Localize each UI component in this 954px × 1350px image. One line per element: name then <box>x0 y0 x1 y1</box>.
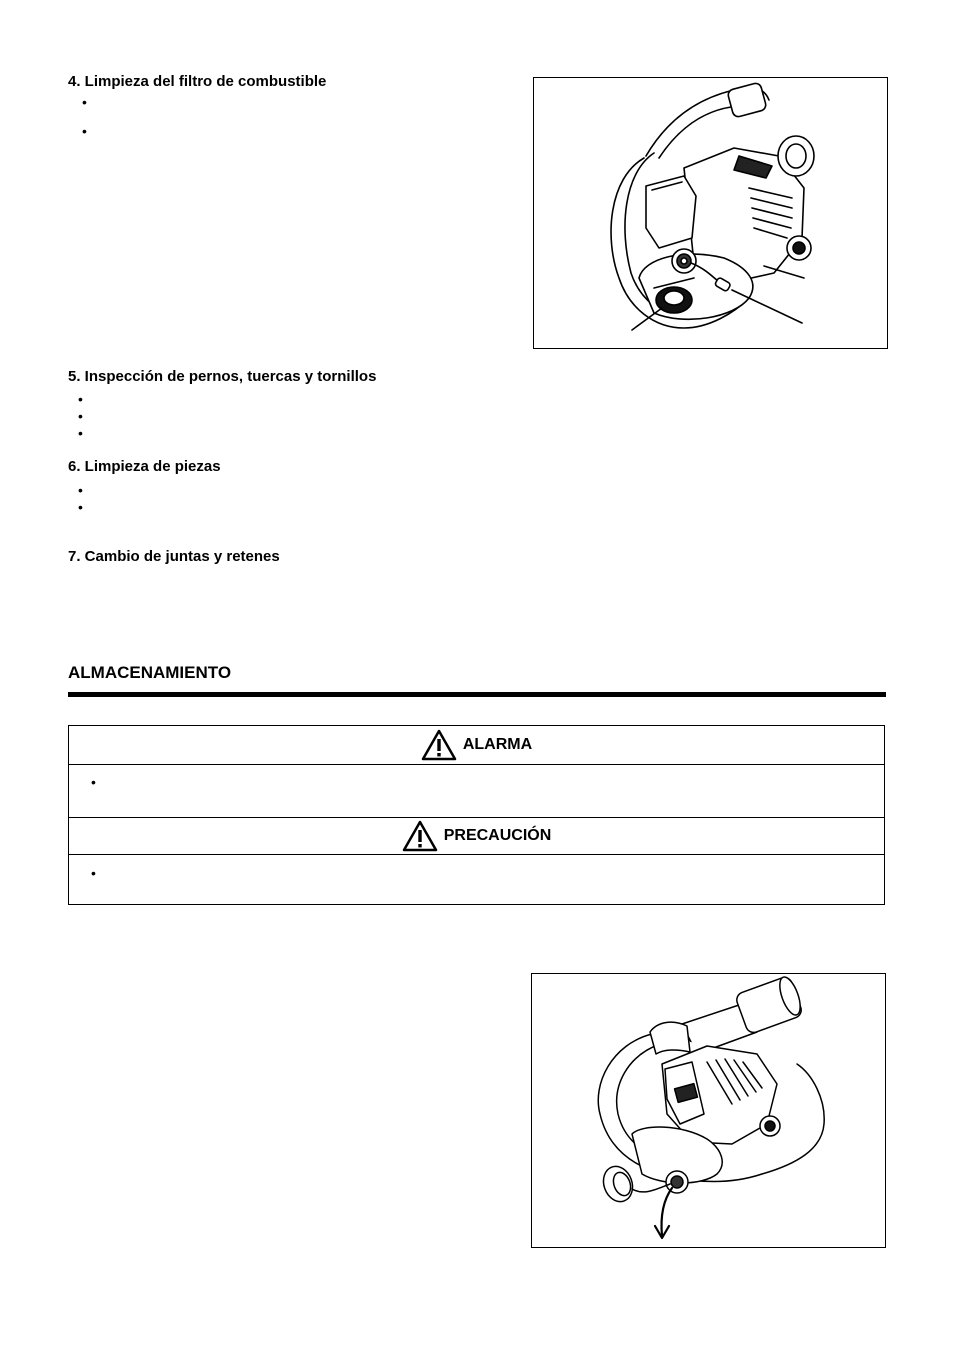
bullet: • <box>78 482 83 498</box>
bullet: • <box>82 123 87 139</box>
heading-parts-cleaning: 6. Limpieza de piezas <box>68 458 221 475</box>
caution-triangle-icon <box>402 820 438 852</box>
fuel-drain-illustration <box>532 974 885 1247</box>
heading-fuel-filter: 4. Limpieza del filtro de combustible <box>68 73 327 90</box>
heading-bolts-inspection: 5. Inspección de pernos, tuercas y tornillos <box>68 368 377 385</box>
heading-gaskets: 7. Cambio de juntas y retenes <box>68 548 280 565</box>
bullet: • <box>78 391 83 407</box>
fuel-filter-figure <box>533 77 888 349</box>
alarm-label: ALARMA <box>462 736 533 753</box>
alarm-bullet: • <box>91 774 96 790</box>
alarm-header <box>69 726 884 765</box>
storage-title: ALMACENAMIENTO <box>68 663 232 682</box>
blower-engine-illustration <box>534 78 887 348</box>
warning-box <box>68 725 885 905</box>
caution-bullet: • <box>91 865 96 881</box>
caution-header <box>69 817 884 855</box>
bullet: • <box>82 94 87 110</box>
bullet: • <box>78 499 83 515</box>
section-divider <box>68 692 886 697</box>
bullet: • <box>78 425 83 441</box>
fuel-drain-figure <box>531 973 886 1248</box>
warning-triangle-icon <box>421 729 457 761</box>
bullet: • <box>78 408 83 424</box>
caution-label: PRECAUCIÓN <box>443 827 552 844</box>
